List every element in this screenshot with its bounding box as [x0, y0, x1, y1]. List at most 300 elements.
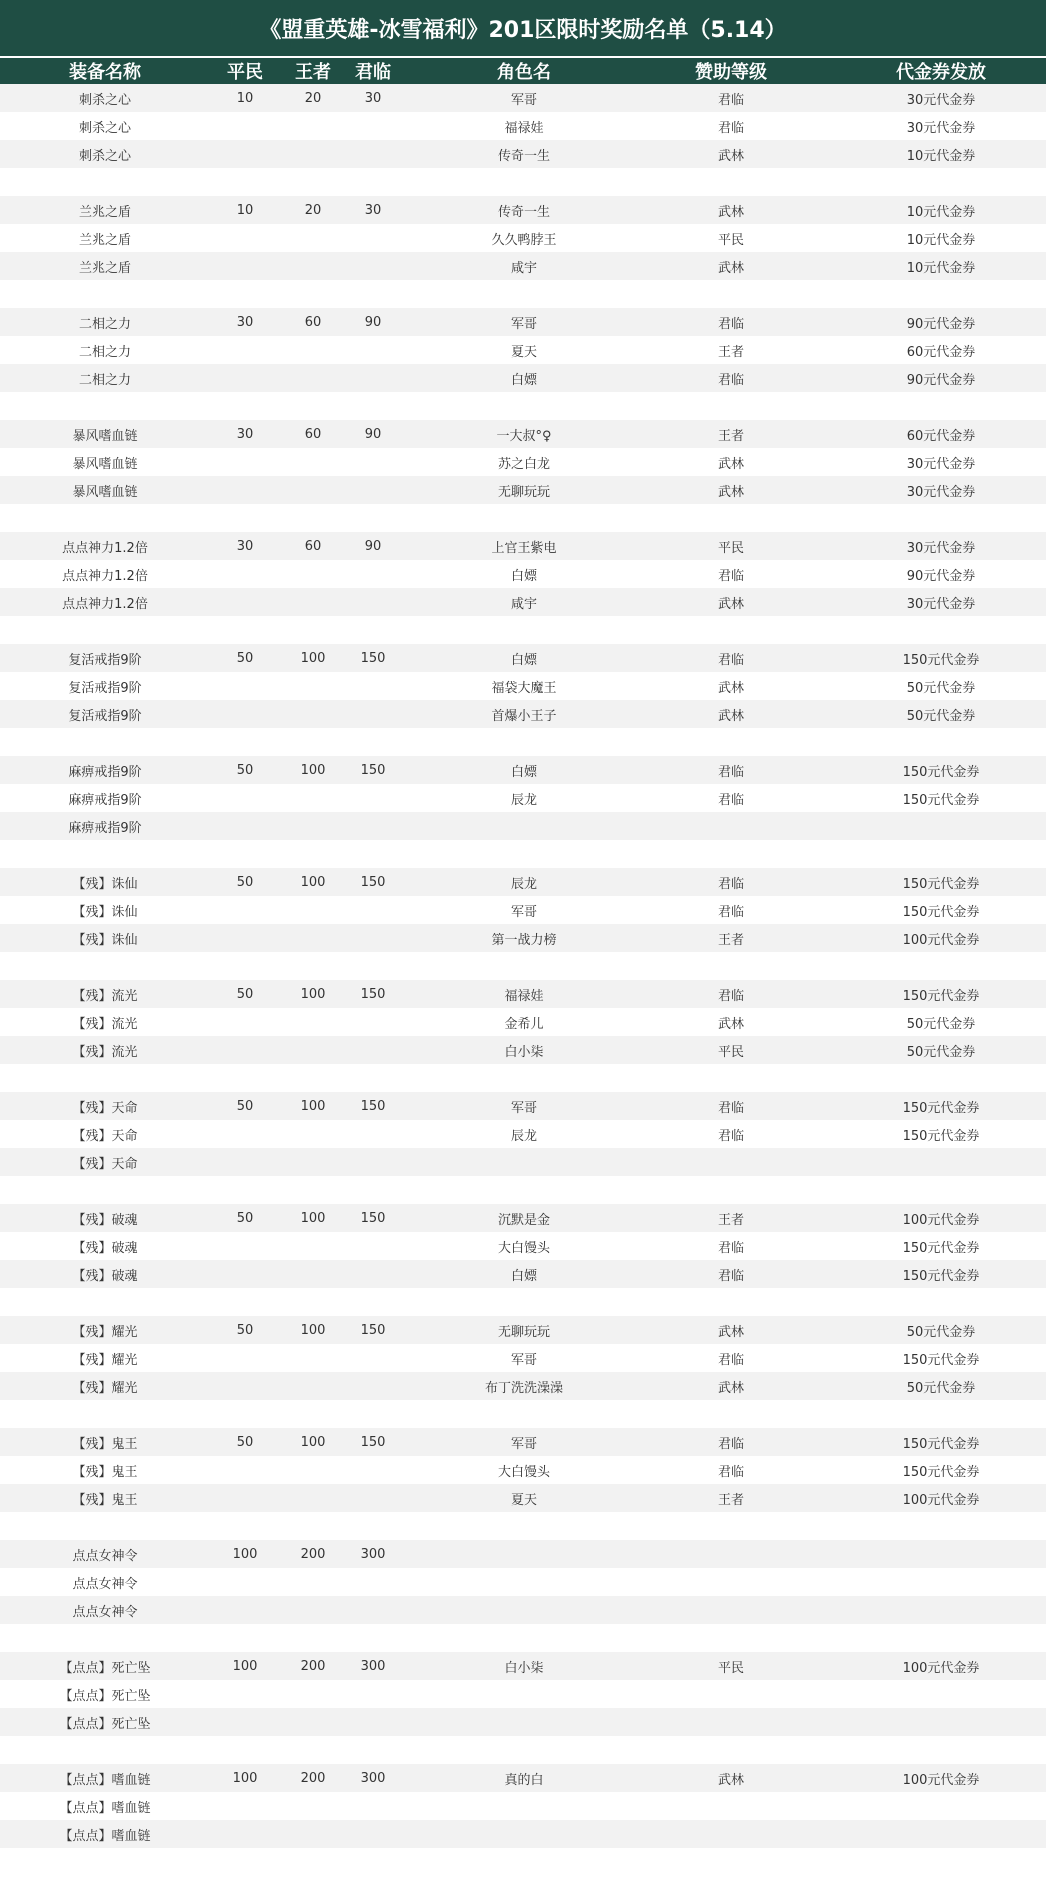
coupon-cell: 60元代金券 [906, 428, 976, 444]
sponsor-level-cell: 平民 [717, 1044, 744, 1060]
tier-sovereign-cell: 150 [360, 874, 386, 890]
coupon-cell: 150元代金券 [902, 1100, 980, 1116]
table-row [0, 980, 1046, 1008]
sponsor-level-cell: 君临 [717, 876, 744, 892]
coupon-cell: 150元代金券 [902, 876, 980, 892]
group-spacer [0, 168, 1046, 196]
sponsor-level-cell: 君临 [717, 652, 744, 668]
tier-civilian-cell [215, 1344, 275, 1372]
equipment-name-cell: 【点点】死亡坠 [59, 1660, 151, 1676]
table-row [0, 784, 1046, 812]
sponsor-level-cell: 武林 [717, 1772, 744, 1788]
equipment-name-cell: 【残】耀光 [72, 1380, 138, 1396]
equipment-name-cell: 复活戒指9阶 [68, 680, 142, 696]
equipment-name-cell: 【残】诛仙 [72, 932, 138, 948]
coupon-cell: 150元代金券 [902, 1128, 980, 1144]
tier-king-cell [283, 812, 343, 840]
table-row [0, 1372, 1046, 1400]
role-name-cell [424, 1540, 624, 1568]
tier-sovereign-cell [343, 336, 403, 364]
tier-civilian-cell [215, 1820, 275, 1848]
tier-civilian-cell: 50 [236, 1322, 254, 1338]
table-row [0, 896, 1046, 924]
coupon-cell: 100元代金券 [902, 1492, 980, 1508]
role-name-cell: 金希儿 [504, 1016, 544, 1032]
tier-king-cell [283, 224, 343, 252]
tier-king-cell: 20 [304, 90, 322, 106]
tier-king-cell [283, 252, 343, 280]
role-name-cell [424, 1148, 624, 1176]
role-name-cell: 军哥 [510, 1100, 537, 1116]
tier-civilian-cell [215, 1260, 275, 1288]
tier-sovereign-cell [343, 1820, 403, 1848]
tier-civilian-cell [215, 364, 275, 392]
sponsor-level-cell [631, 812, 831, 840]
table-row [0, 1204, 1046, 1232]
header-tier-king: 王者 [295, 62, 331, 83]
table-row [0, 336, 1046, 364]
table-row [0, 868, 1046, 896]
sponsor-level-cell: 君临 [717, 92, 744, 108]
role-name-cell: 军哥 [510, 92, 537, 108]
coupon-cell: 10元代金券 [906, 260, 976, 276]
group-spacer [0, 1512, 1046, 1540]
equipment-name-cell: 【残】鬼王 [72, 1492, 138, 1508]
coupon-cell: 50元代金券 [906, 680, 976, 696]
role-name-cell: 夏天 [510, 344, 537, 360]
role-name-cell: 无聊玩玩 [497, 1324, 550, 1340]
tier-civilian-cell [215, 1568, 275, 1596]
header-equipment-name: 装备名称 [69, 62, 141, 83]
tier-king-cell [283, 1820, 343, 1848]
table-row [0, 1232, 1046, 1260]
role-name-cell: 白嫖 [510, 764, 537, 780]
equipment-name-cell: 刺杀之心 [78, 92, 131, 108]
role-name-cell: 军哥 [510, 1352, 537, 1368]
role-name-cell: 白小柒 [504, 1044, 544, 1060]
coupon-cell [841, 1148, 1041, 1176]
tier-sovereign-cell [343, 1568, 403, 1596]
sponsor-level-cell [631, 1792, 831, 1820]
group-spacer [0, 728, 1046, 756]
table-row [0, 1316, 1046, 1344]
tier-civilian-cell: 50 [236, 1434, 254, 1450]
equipment-name-cell: 麻痹戒指9阶 [68, 792, 142, 808]
tier-king-cell: 200 [300, 1658, 326, 1674]
sponsor-level-cell [631, 1708, 831, 1736]
sponsor-level-cell: 武林 [717, 260, 744, 276]
table-row [0, 924, 1046, 952]
tier-civilian-cell [215, 1456, 275, 1484]
tier-sovereign-cell [343, 560, 403, 588]
tier-civilian-cell [215, 1148, 275, 1176]
coupon-cell: 100元代金券 [902, 1660, 980, 1676]
header-sponsor-level: 赞助等级 [695, 62, 767, 83]
tier-civilian-cell [215, 812, 275, 840]
coupon-cell: 150元代金券 [902, 1352, 980, 1368]
table-row [0, 252, 1046, 280]
coupon-cell: 90元代金券 [906, 372, 976, 388]
header-coupon: 代金券发放 [896, 62, 986, 83]
tier-civilian-cell [215, 1792, 275, 1820]
sponsor-level-cell: 平民 [717, 232, 744, 248]
coupon-cell [841, 812, 1041, 840]
coupon-cell: 50元代金券 [906, 1324, 976, 1340]
group-spacer [0, 392, 1046, 420]
sponsor-level-cell: 武林 [717, 708, 744, 724]
role-name-cell: 白嫖 [510, 372, 537, 388]
group-spacer [0, 616, 1046, 644]
tier-civilian-cell [215, 448, 275, 476]
tier-sovereign-cell [343, 812, 403, 840]
role-name-cell [424, 1820, 624, 1848]
tier-sovereign-cell: 150 [360, 650, 386, 666]
coupon-cell: 150元代金券 [902, 904, 980, 920]
equipment-name-cell: 【残】破魂 [72, 1240, 138, 1256]
tier-sovereign-cell [343, 448, 403, 476]
tier-king-cell [283, 896, 343, 924]
equipment-name-cell: 点点神力1.2倍 [62, 540, 148, 556]
group-spacer [0, 1736, 1046, 1764]
group-spacer [0, 1176, 1046, 1204]
tier-king-cell [283, 448, 343, 476]
tier-king-cell [283, 1232, 343, 1260]
equipment-name-cell: 【残】耀光 [72, 1352, 138, 1368]
tier-sovereign-cell: 150 [360, 986, 386, 1002]
equipment-name-cell: 【残】流光 [72, 988, 138, 1004]
tier-civilian-cell: 50 [236, 986, 254, 1002]
sponsor-level-cell: 君临 [717, 792, 744, 808]
role-name-cell: 大白馒头 [497, 1464, 550, 1480]
tier-king-cell [283, 924, 343, 952]
tier-sovereign-cell [343, 1372, 403, 1400]
table-row [0, 224, 1046, 252]
table-row [0, 448, 1046, 476]
tier-sovereign-cell: 150 [360, 762, 386, 778]
group-spacer [0, 1624, 1046, 1652]
tier-civilian-cell [215, 924, 275, 952]
tier-king-cell [283, 1680, 343, 1708]
tier-sovereign-cell [343, 1708, 403, 1736]
sponsor-level-cell: 君临 [717, 988, 744, 1004]
sponsor-level-cell [631, 1568, 831, 1596]
tier-civilian-cell: 50 [236, 874, 254, 890]
coupon-cell: 30元代金券 [906, 92, 976, 108]
tier-civilian-cell [215, 896, 275, 924]
sponsor-level-cell: 武林 [717, 148, 744, 164]
role-name-cell: 咸宇 [510, 596, 537, 612]
tier-civilian-cell [215, 476, 275, 504]
role-name-cell: 第一战力榜 [491, 932, 557, 948]
tier-civilian-cell: 100 [232, 1546, 258, 1562]
equipment-name-cell: 复活戒指9阶 [68, 652, 142, 668]
role-name-cell: 福禄娃 [504, 988, 544, 1004]
coupon-cell: 150元代金券 [902, 652, 980, 668]
tier-civilian-cell: 50 [236, 762, 254, 778]
table-row [0, 1148, 1046, 1176]
tier-sovereign-cell [343, 252, 403, 280]
table-row [0, 1792, 1046, 1820]
tier-sovereign-cell: 90 [364, 314, 382, 330]
coupon-cell: 10元代金券 [906, 232, 976, 248]
equipment-name-cell: 二相之力 [78, 372, 131, 388]
group-spacer [0, 840, 1046, 868]
tier-sovereign-cell: 300 [360, 1658, 386, 1674]
role-name-cell: 白小柒 [504, 1660, 544, 1676]
tier-king-cell [283, 1036, 343, 1064]
sponsor-level-cell: 王者 [717, 1212, 744, 1228]
table-row [0, 1456, 1046, 1484]
tier-sovereign-cell [343, 140, 403, 168]
tier-sovereign-cell [343, 1036, 403, 1064]
tier-sovereign-cell [343, 924, 403, 952]
role-name-cell: 辰龙 [510, 792, 537, 808]
coupon-cell: 30元代金券 [906, 120, 976, 136]
table-row [0, 756, 1046, 784]
coupon-cell: 150元代金券 [902, 1464, 980, 1480]
sponsor-level-cell: 君临 [717, 1436, 744, 1452]
sponsor-level-cell: 武林 [717, 680, 744, 696]
coupon-cell: 50元代金券 [906, 1016, 976, 1032]
header-role-name: 角色名 [497, 62, 551, 83]
tier-sovereign-cell: 150 [360, 1098, 386, 1114]
table-row [0, 1260, 1046, 1288]
tier-king-cell: 100 [300, 1210, 326, 1226]
sponsor-level-cell: 平民 [717, 540, 744, 556]
tier-sovereign-cell [343, 224, 403, 252]
tier-civilian-cell [215, 700, 275, 728]
table-row [0, 1428, 1046, 1456]
tier-king-cell: 100 [300, 1098, 326, 1114]
sponsor-level-cell [631, 1820, 831, 1848]
column-header-row [0, 58, 1046, 84]
role-name-cell: 辰龙 [510, 876, 537, 892]
table-row [0, 1484, 1046, 1512]
tier-civilian-cell: 10 [236, 202, 254, 218]
tier-king-cell: 100 [300, 1322, 326, 1338]
tier-sovereign-cell: 30 [364, 202, 382, 218]
tier-king-cell [283, 364, 343, 392]
coupon-cell: 150元代金券 [902, 988, 980, 1004]
tier-king-cell: 100 [300, 874, 326, 890]
role-name-cell: 白嫖 [510, 568, 537, 584]
tier-king-cell [283, 1484, 343, 1512]
equipment-name-cell: 【点点】嗜血链 [59, 1828, 151, 1844]
coupon-cell: 50元代金券 [906, 1380, 976, 1396]
table-row [0, 1708, 1046, 1736]
tier-sovereign-cell [343, 700, 403, 728]
tier-king-cell [283, 672, 343, 700]
group-spacer [0, 280, 1046, 308]
sponsor-level-cell: 君临 [717, 120, 744, 136]
table-row [0, 812, 1046, 840]
tier-sovereign-cell [343, 364, 403, 392]
tier-sovereign-cell [343, 784, 403, 812]
sponsor-level-cell: 君临 [717, 1352, 744, 1368]
tier-king-cell [283, 1596, 343, 1624]
coupon-cell: 90元代金券 [906, 316, 976, 332]
role-name-cell [424, 1708, 624, 1736]
equipment-name-cell: 点点女神令 [72, 1548, 138, 1564]
tier-king-cell [283, 1120, 343, 1148]
tier-king-cell: 200 [300, 1770, 326, 1786]
table-row [0, 1596, 1046, 1624]
equipment-name-cell: 麻痹戒指9阶 [68, 764, 142, 780]
table-row [0, 1120, 1046, 1148]
role-name-cell [424, 1680, 624, 1708]
table-row [0, 1680, 1046, 1708]
role-name-cell: 上官王紫电 [491, 540, 557, 556]
coupon-cell [841, 1680, 1041, 1708]
tier-civilian-cell [215, 1008, 275, 1036]
sponsor-level-cell: 王者 [717, 428, 744, 444]
equipment-name-cell: 【残】流光 [72, 1016, 138, 1032]
tier-king-cell [283, 1008, 343, 1036]
table-row [0, 112, 1046, 140]
equipment-name-cell: 暴风嗜血链 [72, 484, 138, 500]
tier-king-cell: 200 [300, 1546, 326, 1562]
tier-civilian-cell: 50 [236, 1210, 254, 1226]
tier-civilian-cell: 30 [236, 426, 254, 442]
equipment-name-cell: 点点女神令 [72, 1576, 138, 1592]
equipment-name-cell: 【残】破魂 [72, 1212, 138, 1228]
table-row [0, 1568, 1046, 1596]
equipment-name-cell: 兰兆之盾 [78, 204, 131, 220]
tier-civilian-cell: 30 [236, 538, 254, 554]
table-row [0, 1540, 1046, 1568]
equipment-name-cell: 兰兆之盾 [78, 232, 131, 248]
tier-civilian-cell [215, 1596, 275, 1624]
role-name-cell: 首爆小王子 [491, 708, 557, 724]
equipment-name-cell: 【残】天命 [72, 1100, 138, 1116]
coupon-cell [841, 1568, 1041, 1596]
tier-civilian-cell [215, 1680, 275, 1708]
tier-king-cell [283, 1792, 343, 1820]
role-name-cell: 久久鸭脖王 [491, 232, 557, 248]
role-name-cell: 军哥 [510, 316, 537, 332]
tier-sovereign-cell: 300 [360, 1770, 386, 1786]
sponsor-level-cell [631, 1596, 831, 1624]
tier-civilian-cell [215, 224, 275, 252]
tier-civilian-cell: 50 [236, 650, 254, 666]
table-row [0, 644, 1046, 672]
tier-civilian-cell [215, 1120, 275, 1148]
sponsor-level-cell: 君临 [717, 1128, 744, 1144]
table-row [0, 1036, 1046, 1064]
tier-sovereign-cell: 150 [360, 1434, 386, 1450]
tier-sovereign-cell [343, 1008, 403, 1036]
tier-sovereign-cell [343, 1484, 403, 1512]
group-spacer [0, 504, 1046, 532]
tier-civilian-cell [215, 252, 275, 280]
role-name-cell: 布丁洗洗澡澡 [484, 1380, 563, 1396]
role-name-cell [424, 1596, 624, 1624]
tier-civilian-cell [215, 1708, 275, 1736]
sponsor-level-cell: 武林 [717, 1324, 744, 1340]
role-name-cell: 传奇一生 [497, 148, 550, 164]
coupon-cell: 150元代金券 [902, 792, 980, 808]
group-spacer [0, 1400, 1046, 1428]
role-name-cell: 白嫖 [510, 652, 537, 668]
equipment-name-cell: 暴风嗜血链 [72, 456, 138, 472]
sheet-title: 《盟重英雄-冰雪福利》201区限时奖励名单（5.14） [0, 0, 1046, 56]
equipment-name-cell: 点点女神令 [72, 1604, 138, 1620]
tier-civilian-cell: 10 [236, 90, 254, 106]
equipment-name-cell: 【残】诛仙 [72, 904, 138, 920]
sponsor-level-cell: 君临 [717, 316, 744, 332]
tier-king-cell: 100 [300, 762, 326, 778]
tier-king-cell [283, 560, 343, 588]
table-row [0, 196, 1046, 224]
table-row [0, 700, 1046, 728]
coupon-cell: 30元代金券 [906, 596, 976, 612]
group-spacer [0, 952, 1046, 980]
tier-sovereign-cell [343, 1120, 403, 1148]
sponsor-level-cell: 武林 [717, 596, 744, 612]
tier-king-cell: 60 [304, 314, 322, 330]
equipment-name-cell: 【残】天命 [72, 1128, 138, 1144]
sponsor-level-cell: 王者 [717, 344, 744, 360]
table-row [0, 420, 1046, 448]
coupon-cell: 100元代金券 [902, 932, 980, 948]
table-row [0, 84, 1046, 112]
coupon-cell [841, 1596, 1041, 1624]
tier-king-cell [283, 1372, 343, 1400]
role-name-cell: 咸宇 [510, 260, 537, 276]
sponsor-level-cell: 君临 [717, 904, 744, 920]
role-name-cell: 辰龙 [510, 1128, 537, 1144]
role-name-cell [424, 1568, 624, 1596]
coupon-cell: 90元代金券 [906, 568, 976, 584]
table-row [0, 588, 1046, 616]
coupon-cell: 100元代金券 [902, 1212, 980, 1228]
tier-civilian-cell [215, 1372, 275, 1400]
table-row [0, 364, 1046, 392]
tier-king-cell [283, 1148, 343, 1176]
coupon-cell: 150元代金券 [902, 1240, 980, 1256]
tier-king-cell [283, 588, 343, 616]
equipment-name-cell: 点点神力1.2倍 [62, 596, 148, 612]
role-name-cell: 苏之白龙 [497, 456, 550, 472]
tier-sovereign-cell [343, 1148, 403, 1176]
tier-king-cell [283, 1568, 343, 1596]
tier-civilian-cell [215, 672, 275, 700]
coupon-cell [841, 1540, 1041, 1568]
coupon-cell: 50元代金券 [906, 708, 976, 724]
table-row [0, 1092, 1046, 1120]
equipment-name-cell: 【点点】嗜血链 [59, 1800, 151, 1816]
coupon-cell [841, 1708, 1041, 1736]
coupon-cell [841, 1792, 1041, 1820]
coupon-cell: 150元代金券 [902, 1268, 980, 1284]
sponsor-level-cell: 平民 [717, 1660, 744, 1676]
equipment-name-cell: 【残】鬼王 [72, 1436, 138, 1452]
tier-civilian-cell: 50 [236, 1098, 254, 1114]
tier-civilian-cell [215, 112, 275, 140]
group-spacer [0, 1288, 1046, 1316]
sponsor-level-cell [631, 1148, 831, 1176]
tier-king-cell [283, 1260, 343, 1288]
tier-civilian-cell [215, 784, 275, 812]
tier-sovereign-cell [343, 1680, 403, 1708]
tier-sovereign-cell: 300 [360, 1546, 386, 1562]
sponsor-level-cell: 君临 [717, 1268, 744, 1284]
role-name-cell: 军哥 [510, 1436, 537, 1452]
equipment-name-cell: 【残】破魂 [72, 1268, 138, 1284]
equipment-name-cell: 复活戒指9阶 [68, 708, 142, 724]
equipment-name-cell: 【点点】死亡坠 [59, 1716, 151, 1732]
tier-sovereign-cell [343, 1596, 403, 1624]
